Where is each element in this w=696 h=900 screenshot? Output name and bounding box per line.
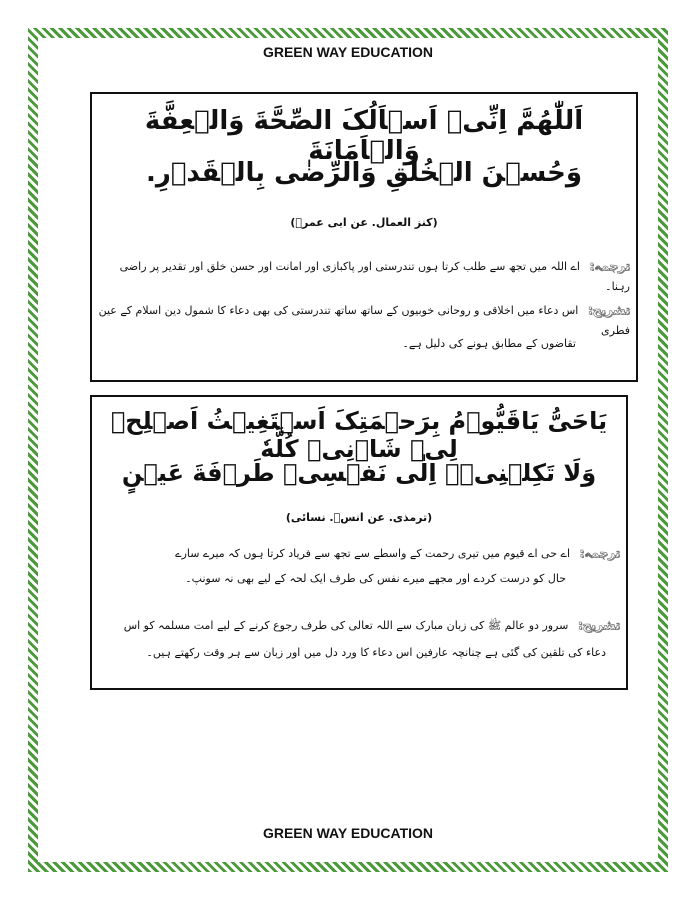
dua2-explanation-text-1: سرور دو عالم ﷺ کی زبان مبارک سے اللہ تعالی کی طرف رجوع کرنے کے لیے امت مسلمہ کو اس <box>123 619 569 632</box>
dua1-arabic-line2: وَحُسۡنَ الۡخُلُقِ وَالرِّضٰی بِالۡقَدۡرِ. <box>145 158 583 188</box>
dua-card-2 <box>90 395 628 690</box>
dua1-translation <box>98 256 630 297</box>
dua1-translation-text: اے اللہ میں تجھ سے طلب کرتا ہوں تندرستی اور پاکبازی اور امانت اور حسن خلق اور تقدیر پر راضی رہنا۔ <box>119 260 630 293</box>
explanation-label: تشریح: <box>587 303 630 317</box>
dua2-explanation <box>98 615 620 636</box>
dua2-arabic-line1: یَاحَیُّ یَاقَیُّوۡمُ بِرَحۡمَتِکَ اَسۡتَغِیۡثُ اَصۡلِحۡ لِیۡ شَاۡنِیۡ کُلَّهٗ <box>110 407 608 463</box>
dua1-reference: (کنز العمال. عن ابی عمرؓ) <box>290 216 438 229</box>
dua1-explanation-text-1: اس دعاء میں اخلاقی و روحانی خوبیوں کے ساتھ ساتھ تندرستی کی بھی دعاء کا شمول دین اسلام کے عین فطری <box>98 304 630 337</box>
dua-card-1 <box>90 92 638 382</box>
dua2-translation-text-1: اے حی اے قیوم میں تیری رحمت کے واسطے سے تجھ سے فریاد کرتا ہوں کہ میرے سارے <box>175 547 570 560</box>
explanation-label-2: تشریح: <box>577 618 620 632</box>
dua2-translation-continued <box>98 569 566 589</box>
dua2-explanation-continued <box>98 643 606 663</box>
translation-label: ترجمہ: <box>589 259 630 273</box>
translation-label-2: ترجمہ: <box>579 546 620 560</box>
dua2-reference: (ترمذی. عن انسؓ. نسائی) <box>285 511 433 524</box>
dua2-translation <box>98 543 620 564</box>
page-header: GREEN WAY EDUCATION <box>262 44 434 60</box>
dua2-explanation-text-2: دعاء کی تلقین کی گئی ہے چنانچہ عارفین اس دعاء کا ورد دل میں اور زبان سے ہر وقت رکھتے ہیں۔ <box>146 646 606 659</box>
dua2-translation-text-2: حال کو درست کردے اور مجھے میرے نفس کی طرف ایک لحہ کے لیے بھی نہ سونپ۔ <box>185 572 566 585</box>
dua1-explanation-continued <box>98 334 576 354</box>
page-footer: GREEN WAY EDUCATION <box>262 825 434 841</box>
dua2-arabic-line2: وَلَا تَکِلۡنِیۡۤ اِلٰی نَفۡسِیۡ طَرۡفَةَ عَیۡنٍ <box>121 459 597 487</box>
dua1-arabic-line1: اَللّٰهُمَّ اِنِّیۡ اَسۡاَلُکَ الصِّحَّةَ وَالۡعِفَّةَ وَالۡاَمَانَةَ <box>144 106 584 166</box>
dua1-explanation-text-2: تقاضوں کے مطابق ہونے کی دلیل ہے۔ <box>402 337 576 350</box>
